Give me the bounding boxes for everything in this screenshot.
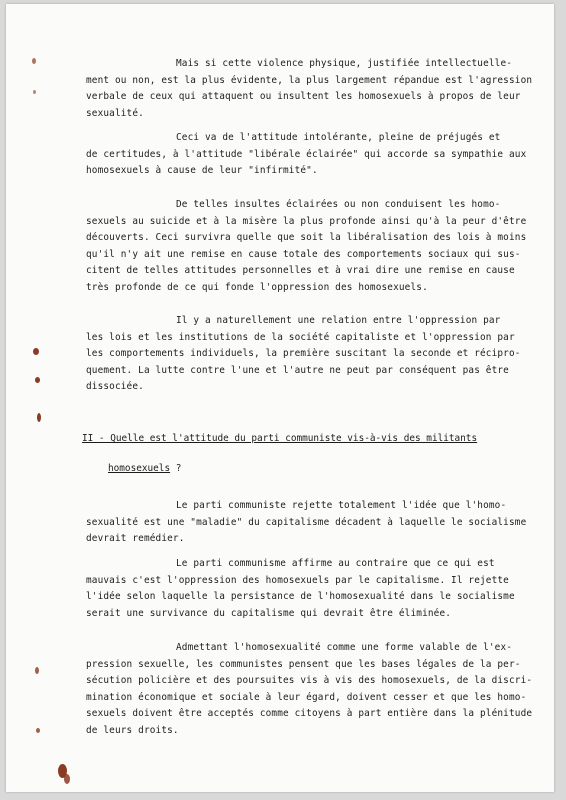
text-line: serait une survivance du capitalisme qui devrait être éliminée. bbox=[86, 607, 452, 619]
paragraph-6 bbox=[86, 556, 515, 622]
text-line: sexualité. bbox=[86, 107, 144, 119]
text-line: citent de telles attitudes personnelles et à vrai dire une remise en cause bbox=[86, 265, 515, 276]
stain-mark bbox=[33, 90, 36, 94]
text-line: Le parti communiste rejette totalement l'idée que l'homo- bbox=[176, 500, 507, 511]
paragraph-2 bbox=[86, 130, 526, 180]
section-heading-line2: homosexuels bbox=[108, 463, 171, 474]
text-line: pression sexuelle, les communistes pensent que les bases légales de la per- bbox=[86, 658, 521, 670]
paragraph-7 bbox=[86, 640, 532, 739]
text-line: devrait remédier. bbox=[86, 533, 185, 544]
text-line: quement. La lutte contre l'une et l'autre ne peut par conséquent pas être bbox=[86, 364, 509, 376]
stain-mark bbox=[32, 58, 36, 64]
stain-mark bbox=[33, 348, 39, 355]
stain-mark bbox=[37, 413, 41, 422]
text-line: de leurs droits. bbox=[86, 724, 179, 736]
text-line: très profonde de ce qui fonde l'oppression des homosexuels. bbox=[86, 281, 428, 293]
text-line: sexuels au suicide et à la misère la plus profonde ainsi qu'à la peur d'être bbox=[86, 215, 527, 227]
stain-mark bbox=[36, 728, 40, 733]
text-line: verbale de ceux qui attaquent ou insultent les homosexuels à propos de leur bbox=[86, 91, 521, 102]
stain-mark bbox=[35, 667, 39, 674]
text-line: mination économique et sociale à leur égard, doivent cesser et que les homo- bbox=[86, 691, 527, 703]
text-line: les lois et les institutions de la société capitaliste et l'oppression par bbox=[86, 331, 515, 343]
paragraph-3 bbox=[86, 197, 526, 296]
text-line: Il y a naturellement une relation entre l'oppression par bbox=[176, 315, 501, 326]
text-line: sexuels doivent être acceptés comme citoyens à part entière dans la plénitude bbox=[86, 708, 533, 719]
text-line: sécution policière et des poursuites vis à vis des homosexuels, de la discri- bbox=[86, 675, 533, 686]
text-line: les comportements individuels, la première suscitant la seconde et récipro- bbox=[86, 348, 521, 359]
stain-mark bbox=[64, 774, 70, 784]
text-line: l'idée selon laquelle la persistance de l'homosexualité dans le socialisme bbox=[86, 591, 515, 602]
text-line: découverts. Ceci survivra quelle que soit la libéralisation des lois à moins bbox=[86, 232, 527, 243]
text-line: ment ou non, est la plus évidente, la plus largement répandue est l'agression bbox=[86, 74, 533, 86]
text-line: sexualité est une "maladie" du capitalisme décadent à laquelle le socialisme bbox=[86, 516, 527, 528]
section-heading: II - Quelle est l'attitude du parti communiste vis-à-vis des militants bbox=[82, 433, 478, 444]
text-line: de certitudes, à l'attitude "libérale éclairée" qui accorde sa sympathie aux bbox=[86, 148, 527, 160]
document-page bbox=[6, 4, 554, 792]
paragraph-5 bbox=[86, 498, 526, 548]
paragraph-1 bbox=[86, 56, 532, 122]
stain-mark bbox=[35, 377, 40, 383]
text-line: Le parti communisme affirme au contraire que ce qui est bbox=[176, 558, 495, 569]
text-line: dissociée. bbox=[86, 381, 144, 392]
paragraph-4 bbox=[86, 313, 521, 396]
section-heading-tail: ? bbox=[170, 463, 182, 474]
text-line: homosexuels à cause de leur "infirmité". bbox=[86, 165, 318, 176]
text-line: mauvais c'est l'oppression des homosexuels par le capitalisme. Il rejette bbox=[86, 574, 509, 586]
text-line: qu'il n'y ait une remise en cause totale des comportements sociaux qui sus- bbox=[86, 248, 521, 260]
text-line: Ceci va de l'attitude intolérante, pleine de préjugés et bbox=[176, 132, 501, 143]
text-line: De telles insultes éclairées ou non conduisent les homo- bbox=[176, 199, 501, 210]
text-line: Mais si cette violence physique, justifiée intellectuelle- bbox=[176, 58, 513, 69]
text-line: Admettant l'homosexualité comme une forme valable de l'ex- bbox=[176, 642, 513, 653]
section-heading-continued bbox=[108, 463, 181, 474]
